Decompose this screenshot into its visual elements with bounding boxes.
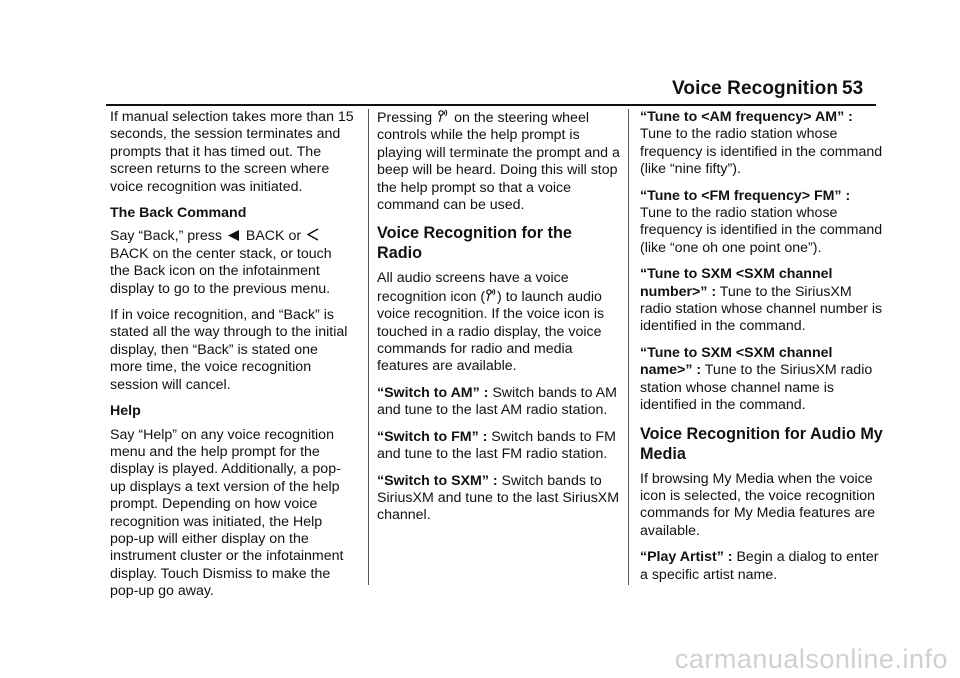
- section-heading-radio: Voice Recognition for the Radio: [377, 224, 572, 263]
- text: BACK on the center stack, or touch the Back icon on the infotainment display to go to the previous menu.: [110, 245, 332, 297]
- back-chevron-icon: [307, 228, 319, 241]
- command-label: “Tune to <AM frequency> AM” :: [640, 109, 853, 125]
- page-number: 53: [842, 78, 864, 99]
- command-play-artist: [640, 549, 884, 584]
- command-switch-sxm: [377, 473, 621, 525]
- paragraph: If browsing My Media when the voice icon is selected, the voice recognition commands for My Media features are available.: [640, 470, 876, 539]
- command-label: “Switch to AM” :: [377, 384, 489, 401]
- voice-recognition-icon: [438, 109, 448, 123]
- command-text: Switch bands to AM and tune to the last AM radio station.: [377, 384, 617, 419]
- command-text: Switch bands to SiriusXM and tune to the last SiriusXM channel.: [377, 472, 620, 524]
- command-label: “Switch to SXM” :: [377, 472, 498, 489]
- subheading-help: Help: [110, 403, 141, 420]
- command-text: Tune to the radio station whose frequency is identified in the command (like “one oh one point one”).: [640, 205, 883, 256]
- text: BACK or: [245, 228, 302, 245]
- paragraph-radio: [377, 270, 621, 375]
- watermark: carmanualsonline.info: [674, 644, 948, 674]
- text: Pressing: [377, 110, 433, 126]
- back-triangle-icon: [228, 230, 240, 241]
- text: Say “Back,” press: [110, 228, 222, 245]
- command-tune-am: [640, 109, 884, 179]
- page-header: [0, 78, 960, 104]
- command-tune-sxm-name: [640, 345, 884, 415]
- header-rule: [106, 104, 876, 106]
- paragraph: If manual selection takes more than 15 seconds, the session terminates and prompts that it has timed out. The screen returns to the screen where voice recognition was initiated.: [110, 109, 354, 195]
- command-label: “Tune to SXM <SXM channel number>” :: [640, 266, 833, 300]
- command-text: Tune to the SiriusXM radio station whose channel name is identified in the command.: [640, 362, 873, 414]
- text: All audio screens have a voice recognition icon (: [377, 270, 569, 305]
- command-label: “Switch to FM” :: [377, 428, 488, 445]
- command-label: “Tune to <FM frequency> FM” :: [640, 187, 851, 204]
- subheading-back-command: The Back Command: [110, 205, 247, 222]
- paragraph-back: [110, 228, 354, 298]
- command-label: “Play Artist” :: [640, 549, 733, 566]
- command-switch-am: [377, 385, 621, 420]
- page-title: Voice Recognition: [672, 78, 839, 99]
- paragraph-pressing: [377, 109, 621, 214]
- column-divider: [368, 109, 369, 585]
- text: ) to launch audio voice recognition. If the voice icon is touched in a radio display, the voice commands for radio and media features are available.: [377, 288, 605, 375]
- column-3: [640, 109, 884, 593]
- command-tune-sxm-number: [640, 266, 884, 336]
- command-text: Tune to the radio station whose frequency is identified in the command (like “nine fifty”).: [640, 126, 883, 178]
- paragraph: Say “Help” on any voice recognition menu and the help prompt for the display is played. Additionally, a pop-up displays a text version of the help prompt. Depending on how voice recognition was initiated, the Help pop-up will either display on the instrument cluster or the infotainment display. Touch Dismiss to make the pop-up go away.: [110, 426, 344, 600]
- command-text: Switch bands to FM and tune to the last FM radio station.: [377, 428, 616, 463]
- section-heading-my-media: Voice Recognition for Audio My Media: [640, 424, 883, 463]
- command-text: Begin a dialog to enter a specific artist name.: [640, 549, 879, 583]
- command-text: Tune to the SiriusXM radio station whose channel number is identified in the command.: [640, 283, 883, 335]
- column-1: [110, 109, 354, 610]
- paragraph: If in voice recognition, and “Back” is stated all the way through to the initial display, then “Back” is stated one more time, the voice recognition session will cancel.: [110, 307, 348, 393]
- column-2: [377, 109, 621, 534]
- column-divider: [628, 109, 629, 585]
- command-tune-fm: [640, 188, 884, 258]
- voice-recognition-icon: [486, 288, 496, 302]
- text: on the steering wheel controls while the help prompt is playing will terminate the prompt and a beep will be heard. Doing this will stop the help prompt so that a voice command can be used.: [377, 110, 620, 214]
- command-label: “Tune to SXM <SXM channel name>” :: [640, 344, 833, 379]
- command-switch-fm: [377, 429, 621, 464]
